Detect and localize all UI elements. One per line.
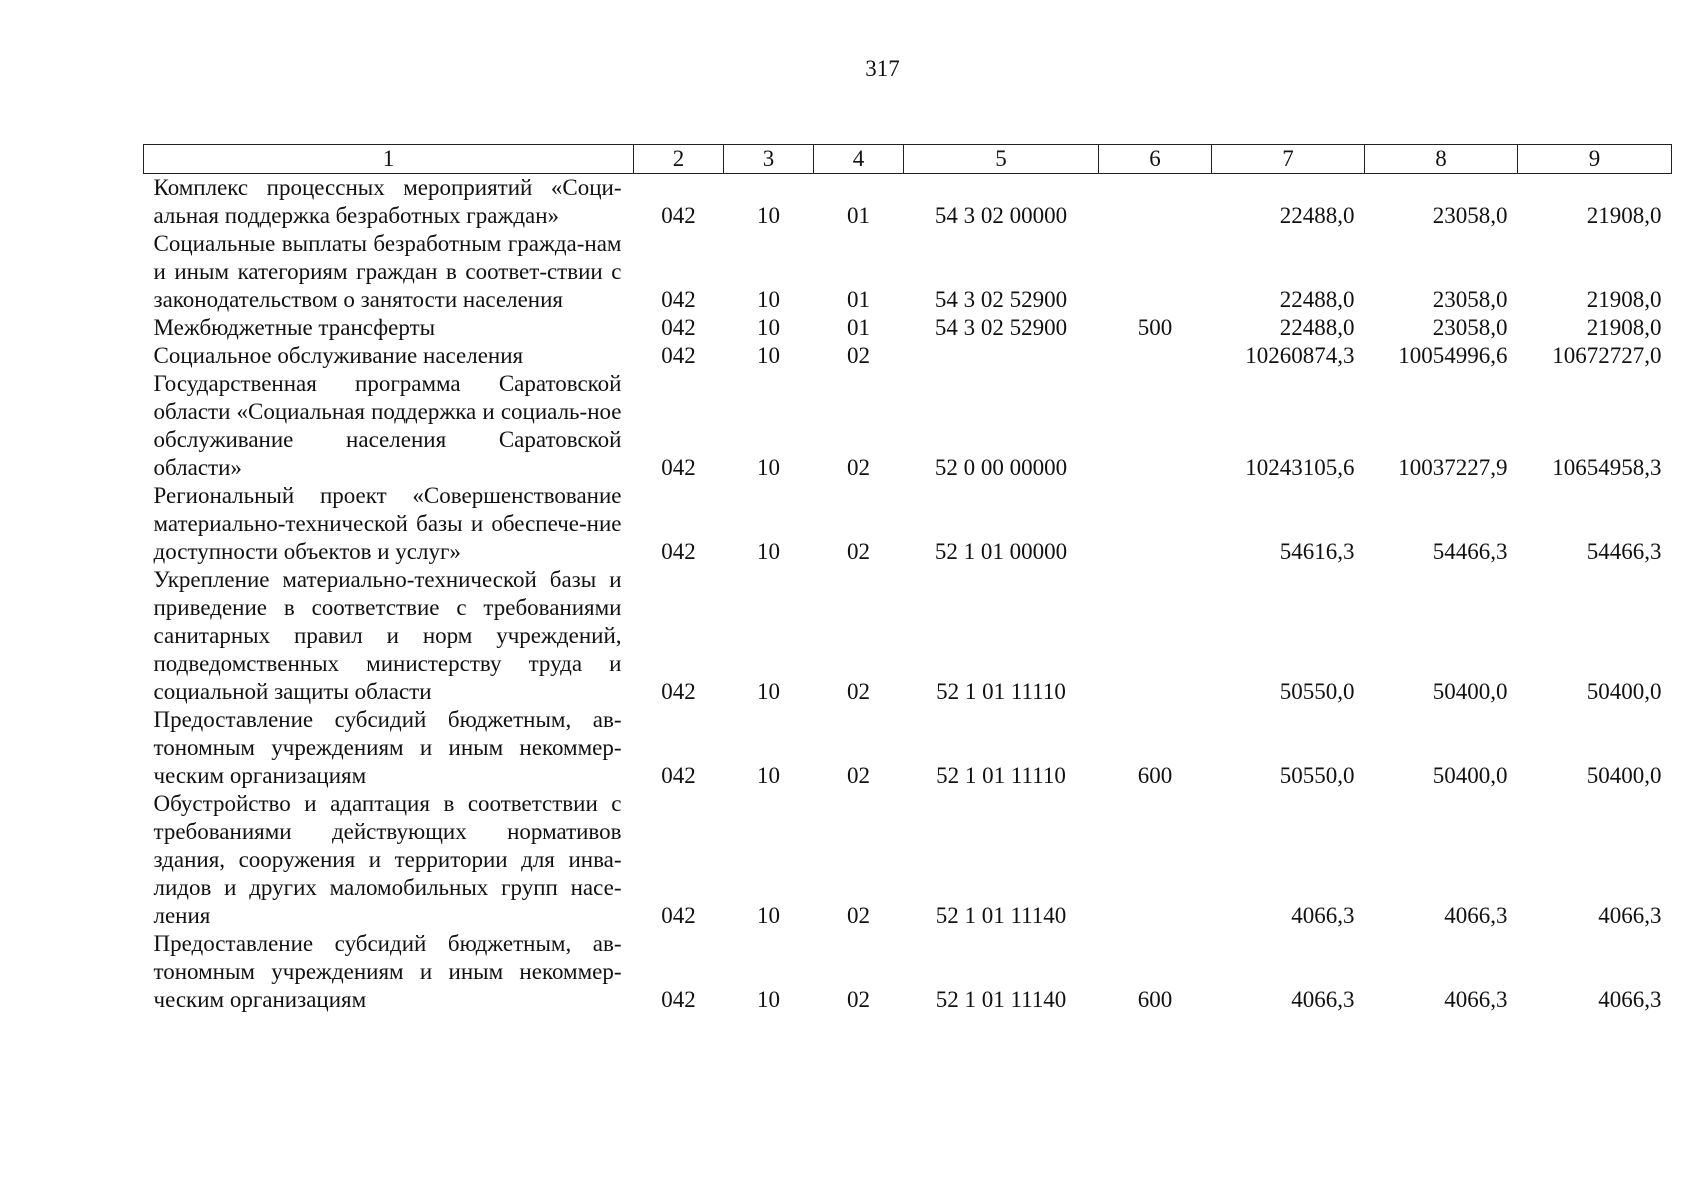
- expense-type-code: [1099, 566, 1212, 706]
- table-row: [144, 230, 1672, 314]
- table-body: [144, 174, 1672, 1015]
- amount-col-8: 23058,0: [1432, 287, 1508, 312]
- expense-type-code: [1099, 174, 1212, 231]
- row-name: Обустройство и адаптация в соответствии с требованиями действующих нормативов здания, сооружения и территории для инва-лидов и других маломобильных групп насе-ления: [153, 791, 622, 928]
- row-name: Предоставление субсидий бюджетным, ав-тономным учреждениям и иным некоммер-ческим организациям: [153, 931, 622, 1012]
- amount-col-7: 22488,0: [1279, 315, 1355, 340]
- table-row: [144, 370, 1672, 482]
- subsection-code: 02: [847, 987, 870, 1012]
- ministry-code: 042: [661, 679, 696, 704]
- column-header: 7: [1212, 145, 1365, 174]
- amount-col-7: 50550,0: [1279, 763, 1355, 788]
- column-header: 3: [724, 145, 814, 174]
- ministry-code: 042: [661, 287, 696, 312]
- target-article-code: 54 3 02 00000: [934, 203, 1068, 228]
- amount-col-9: 10654958,3: [1552, 455, 1662, 480]
- target-article-code: 52 1 01 11140: [935, 903, 1067, 928]
- ministry-code: 042: [661, 455, 696, 480]
- expense-type-code: [1099, 342, 1212, 370]
- amount-col-7: 22488,0: [1279, 203, 1355, 228]
- amount-col-8: 4066,3: [1444, 987, 1508, 1012]
- amount-col-9: 4066,3: [1598, 987, 1662, 1012]
- column-header: 9: [1518, 145, 1672, 174]
- target-article-code: 54 3 02 52900: [934, 315, 1068, 340]
- subsection-code: 02: [847, 455, 870, 480]
- column-header: 2: [634, 145, 724, 174]
- target-article-code: 54 3 02 52900: [934, 287, 1068, 312]
- amount-col-9: 50400,0: [1586, 679, 1662, 704]
- ministry-code: 042: [661, 315, 696, 340]
- ministry-code: 042: [661, 203, 696, 228]
- table-row: [144, 482, 1672, 566]
- amount-col-9: 50400,0: [1586, 763, 1662, 788]
- row-name: Региональный проект «Совершенствование материально-технической базы и обеспече-ние доступности объектов и услуг»: [153, 483, 622, 564]
- section-code: 10: [757, 987, 780, 1012]
- table-row: [144, 566, 1672, 706]
- amount-col-9: 21908,0: [1586, 315, 1662, 340]
- column-header: 5: [904, 145, 1099, 174]
- page-number: 317: [865, 56, 900, 81]
- table-header: [144, 145, 1672, 174]
- section-code: 10: [757, 203, 780, 228]
- expense-type-code: [1099, 230, 1212, 314]
- target-article-code: 52 1 01 11110: [936, 763, 1066, 788]
- amount-col-8: 10054996,6: [1398, 343, 1508, 368]
- expense-type-code: 600: [1137, 763, 1173, 788]
- amount-col-7: 4066,3: [1291, 987, 1355, 1012]
- amount-col-7: 54616,3: [1279, 539, 1355, 564]
- amount-col-9: 10672727,0: [1552, 343, 1662, 368]
- section-code: 10: [757, 315, 780, 340]
- amount-col-8: 50400,0: [1432, 679, 1508, 704]
- amount-col-9: 21908,0: [1586, 287, 1662, 312]
- budget-table: [143, 144, 1672, 1014]
- amount-col-9: 4066,3: [1598, 903, 1662, 928]
- expense-type-code: 500: [1137, 315, 1173, 340]
- amount-col-8: 54466,3: [1432, 539, 1508, 564]
- row-name: Государственная программа Саратовской области «Социальная поддержка и социаль-ное обслуживание населения Саратовской области»: [153, 371, 622, 480]
- subsection-code: 01: [847, 287, 870, 312]
- subsection-code: 02: [847, 679, 870, 704]
- target-article-code: 52 1 01 11110: [936, 679, 1066, 704]
- amount-col-8: 23058,0: [1432, 203, 1508, 228]
- row-name: Социальные выплаты безработным гражда-нам и иным категориям граждан в соответ-ствии с законодательством о занятости населения: [153, 231, 622, 312]
- expense-type-code: [1099, 790, 1212, 930]
- subsection-code: 02: [847, 903, 870, 928]
- table-row: [144, 342, 1672, 370]
- table-row: [144, 790, 1672, 930]
- section-code: 10: [757, 455, 780, 480]
- amount-col-7: 22488,0: [1279, 287, 1355, 312]
- header-row: [144, 145, 1672, 174]
- target-article-code: 52 1 01 11140: [935, 987, 1067, 1012]
- amount-col-8: 10037227,9: [1398, 455, 1508, 480]
- expense-type-code: [1099, 370, 1212, 482]
- section-code: 10: [757, 763, 780, 788]
- section-code: 10: [757, 287, 780, 312]
- row-name: Социальное обслуживание населения: [153, 343, 524, 368]
- subsection-code: 01: [847, 315, 870, 340]
- target-article-code: [904, 342, 1099, 370]
- expense-type-code: 600: [1137, 987, 1173, 1012]
- ministry-code: 042: [661, 343, 696, 368]
- amount-col-9: 21908,0: [1586, 203, 1662, 228]
- ministry-code: 042: [661, 987, 696, 1012]
- expense-type-code: [1099, 482, 1212, 566]
- row-name: Межбюджетные трансферты: [153, 315, 436, 340]
- ministry-code: 042: [661, 903, 696, 928]
- amount-col-7: 10260874,3: [1245, 343, 1355, 368]
- amount-col-8: 4066,3: [1444, 903, 1508, 928]
- column-header: 1: [144, 145, 634, 174]
- subsection-code: 01: [847, 203, 870, 228]
- amount-col-8: 23058,0: [1432, 315, 1508, 340]
- column-header: 6: [1099, 145, 1212, 174]
- column-header: 4: [814, 145, 904, 174]
- target-article-code: 52 1 01 00000: [934, 539, 1068, 564]
- target-article-code: 52 0 00 00000: [934, 455, 1068, 480]
- row-name: Укрепление материально-технической базы и приведение в соответствие с требованиями санитарных правил и норм учреждений, подведомственных министерству труда и социальной защиты области: [153, 567, 622, 704]
- row-name: Предоставление субсидий бюджетным, ав-тономным учреждениям и иным некоммер-ческим организациям: [153, 707, 622, 788]
- table-row: [144, 706, 1672, 790]
- amount-col-8: 50400,0: [1432, 763, 1508, 788]
- table-row: [144, 174, 1672, 231]
- subsection-code: 02: [847, 539, 870, 564]
- section-code: 10: [757, 903, 780, 928]
- table-row: [144, 314, 1672, 342]
- amount-col-7: 4066,3: [1291, 903, 1355, 928]
- amount-col-9: 54466,3: [1586, 539, 1662, 564]
- section-code: 10: [757, 539, 780, 564]
- ministry-code: 042: [661, 539, 696, 564]
- column-header: 8: [1365, 145, 1518, 174]
- ministry-code: 042: [661, 763, 696, 788]
- section-code: 10: [757, 679, 780, 704]
- subsection-code: 02: [847, 763, 870, 788]
- subsection-code: 02: [847, 343, 870, 368]
- section-code: 10: [757, 343, 780, 368]
- row-name: Комплекс процессных мероприятий «Соци-альная поддержка безработных граждан»: [153, 175, 622, 228]
- table-row: [144, 930, 1672, 1014]
- amount-col-7: 10243105,6: [1245, 455, 1355, 480]
- amount-col-7: 50550,0: [1279, 679, 1355, 704]
